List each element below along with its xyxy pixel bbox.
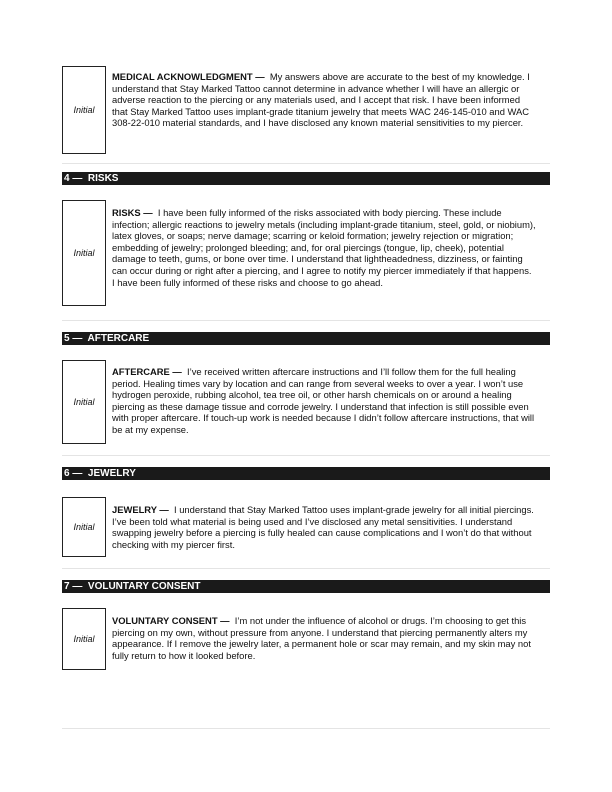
section-number: 7 — — [64, 581, 83, 592]
initial-box-medical[interactable] — [62, 66, 106, 154]
clause-title: VOLUNTARY CONSENT — — [112, 615, 230, 626]
jewelry-block — [62, 497, 550, 557]
clause-body: I have been fully informed of the risks associated with body piercing. These include infection; allergic reactions to jewelry metals (including implant-grade titanium, steel, gold, or niobium), latex gloves, or soaps; nerve damage; scarring or keloid formation; jewelry rejection or migration; embedding of jewelry; prolonged bleeding; and, for oral piercings (tongue, lip, cheek), potential damage to teeth, gums, or bone over time. I understand that lightheadedness, dizziness, or fainting can occur during or right after a piercing, and I agree to notify my piercer immediately if that happens. I have been fully informed of these risks and choose to go ahead. — [112, 207, 536, 288]
clause-title: RISKS — — [112, 207, 153, 218]
clause-body: I’m not under the influence of alcohol or drugs. I’m choosing to get this piercing on my own, without pressure from anyone. I understand that piercing permanently alters my appearance. If I remove the jewelry later, a permanent hole or scar may remain, and my skin may not fully return to how it looked before. — [112, 615, 531, 661]
jewelry-text — [112, 504, 536, 550]
section-number: 6 — — [64, 468, 83, 479]
risks-block — [62, 200, 550, 306]
clause-body: My answers above are accurate to the best of my knowledge. I understand that Stay Marked Tattoo cannot determine in advance whether I will have an allergic or adverse reaction to the piercing or any materials used, and I accept that risk. I have been informed that Stay Marked Tattoo uses implant-grade titanium jewelry that meets WAC 246-145-010 and WAC 308-22-010 material standards, and I have disclosed any known material sensitivities to my piercer. — [112, 71, 530, 129]
clause-body: I understand that Stay Marked Tattoo uses implant-grade jewelry for all initial piercings. I’ve been told what material is being used and I’ve disclosed any metal sensitivities. I understand swapping jewelry before a piercing is fully healed can cause complications and I won’t do that without checking with my piercer first. — [112, 504, 534, 550]
divider — [62, 320, 550, 321]
initial-box-aftercare[interactable] — [62, 360, 106, 444]
initial-label: Initial — [73, 105, 95, 115]
section-title: VOLUNTARY CONSENT — [87, 581, 201, 592]
aftercare-text — [112, 366, 536, 436]
medical-acknowledgment-text — [112, 71, 536, 129]
section-title: RISKS — [87, 173, 119, 184]
divider — [62, 163, 550, 164]
initial-label: Initial — [73, 248, 95, 258]
divider — [62, 728, 550, 729]
voluntary-consent-block — [62, 608, 550, 670]
voluntary-consent-text — [112, 615, 536, 661]
initial-box-risks[interactable] — [62, 200, 106, 306]
initial-box-jewelry[interactable] — [62, 497, 106, 557]
section-header-aftercare — [62, 332, 550, 345]
section-title: AFTERCARE — [87, 333, 150, 344]
clause-title: MEDICAL ACKNOWLEDGMENT — — [112, 71, 265, 82]
clause-body: I’ve received written aftercare instructions and I’ll follow them for the full healing period. Healing times vary by location and can range from several weeks to over a year. I won’t use hydrogen peroxide, rubbing alcohol, tea tree oil, or other harsh chemicals on or around a healing piercing as these damage tissue and corrode jewelry. I understand that infection is still possible even with proper aftercare. If touch-up work is needed because I didn’t follow aftercare instructions, that will be at my expense. — [112, 366, 535, 435]
section-header-risks — [62, 172, 550, 185]
clause-title: JEWELRY — — [112, 504, 169, 515]
section-number: 4 — — [64, 173, 83, 184]
divider — [62, 568, 550, 569]
initial-label: Initial — [73, 522, 95, 532]
clause-title: AFTERCARE — — [112, 366, 182, 377]
initial-box-consent[interactable] — [62, 608, 106, 670]
risks-text — [112, 207, 536, 288]
medical-acknowledgment-block — [62, 66, 550, 154]
section-title: JEWELRY — [87, 468, 136, 479]
section-number: 5 — — [64, 333, 83, 344]
section-header-jewelry — [62, 467, 550, 480]
initial-label: Initial — [73, 634, 95, 644]
initial-label: Initial — [73, 397, 95, 407]
divider — [62, 455, 550, 456]
aftercare-block — [62, 360, 550, 444]
section-header-voluntary-consent — [62, 580, 550, 593]
